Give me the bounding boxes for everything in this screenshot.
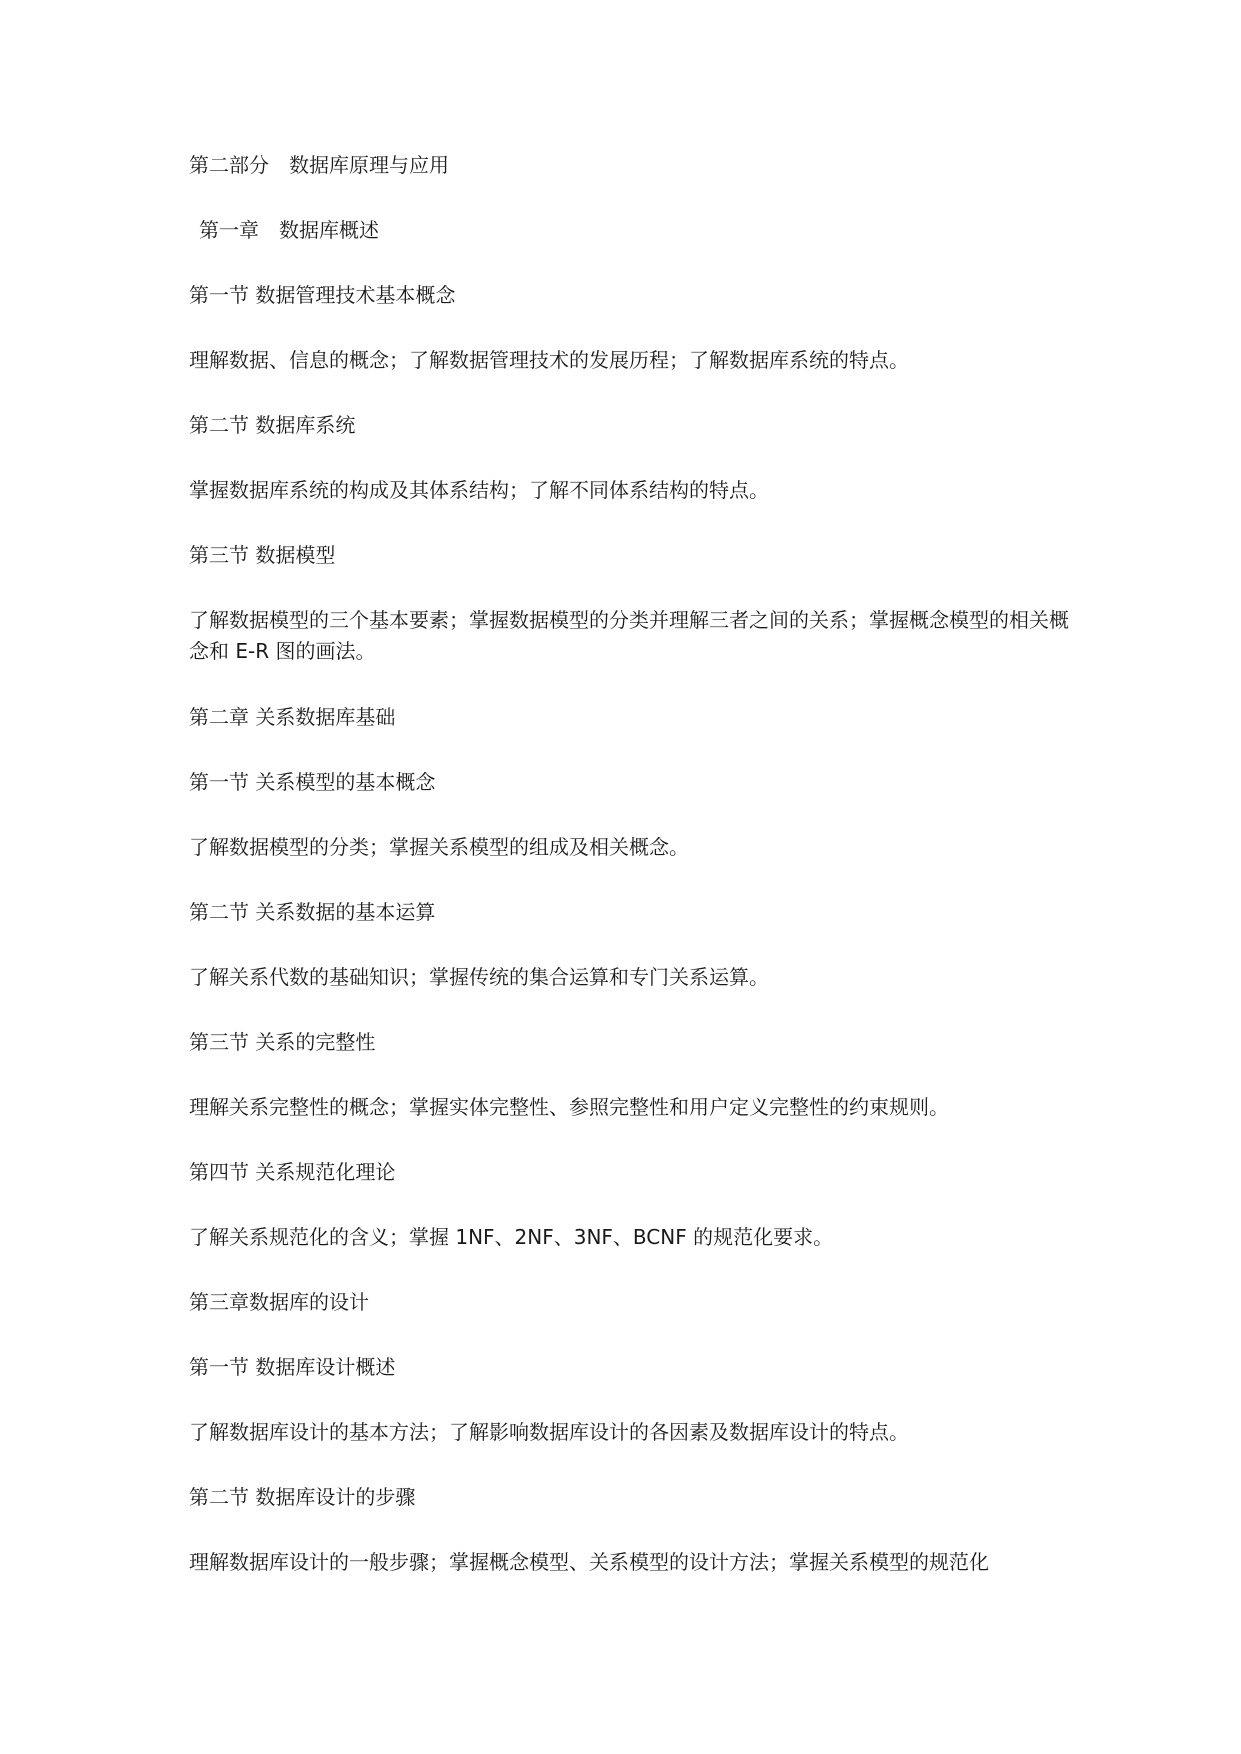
section-heading: 第三节 关系的完整性 — [189, 1030, 376, 1054]
section-heading: 第二节 关系数据的基本运算 — [189, 900, 436, 924]
section-description: 了解数据库设计的基本方法；了解影响数据库设计的各因素及数据库设计的特点。 — [189, 1420, 909, 1444]
section-description: 了解关系规范化的含义；掌握 1NF、2NF、3NF、BCNF 的规范化要求。 — [189, 1225, 834, 1249]
section-heading: 第二节 数据库设计的步骤 — [189, 1485, 416, 1509]
chapter-3-title: 第三章数据库的设计 — [189, 1290, 369, 1314]
chapter-2-title: 第二章 关系数据库基础 — [189, 705, 396, 729]
section-heading: 第三节 数据模型 — [189, 543, 336, 567]
section-heading: 第四节 关系规范化理论 — [189, 1160, 396, 1184]
chapter-1-title: 第一章 数据库概述 — [199, 218, 379, 242]
section-description: 理解数据、信息的概念；了解数据管理技术的发展历程；了解数据库系统的特点。 — [189, 348, 909, 372]
section-heading: 第一节 关系模型的基本概念 — [189, 770, 436, 794]
section-description: 了解数据模型的分类；掌握关系模型的组成及相关概念。 — [189, 835, 689, 859]
section-heading: 第一节 数据管理技术基本概念 — [189, 283, 456, 307]
part-title: 第二部分 数据库原理与应用 — [189, 153, 449, 177]
section-description: 了解关系代数的基础知识；掌握传统的集合运算和专门关系运算。 — [189, 965, 769, 989]
section-description: 掌握数据库系统的构成及其体系结构；了解不同体系结构的特点。 — [189, 478, 769, 502]
section-description: 理解关系完整性的概念；掌握实体完整性、参照完整性和用户定义完整性的约束规则。 — [189, 1095, 949, 1119]
section-heading: 第一节 数据库设计概述 — [189, 1355, 396, 1379]
section-heading: 第二节 数据库系统 — [189, 413, 356, 437]
section-description: 理解数据库设计的一般步骤；掌握概念模型、关系模型的设计方法；掌握关系模型的规范化 — [189, 1550, 989, 1574]
section-description: 了解数据模型的三个基本要素；掌握数据模型的分类并理解三者之间的关系；掌握概念模型的相关概念和 E-R 图的画法。 — [189, 608, 1069, 663]
